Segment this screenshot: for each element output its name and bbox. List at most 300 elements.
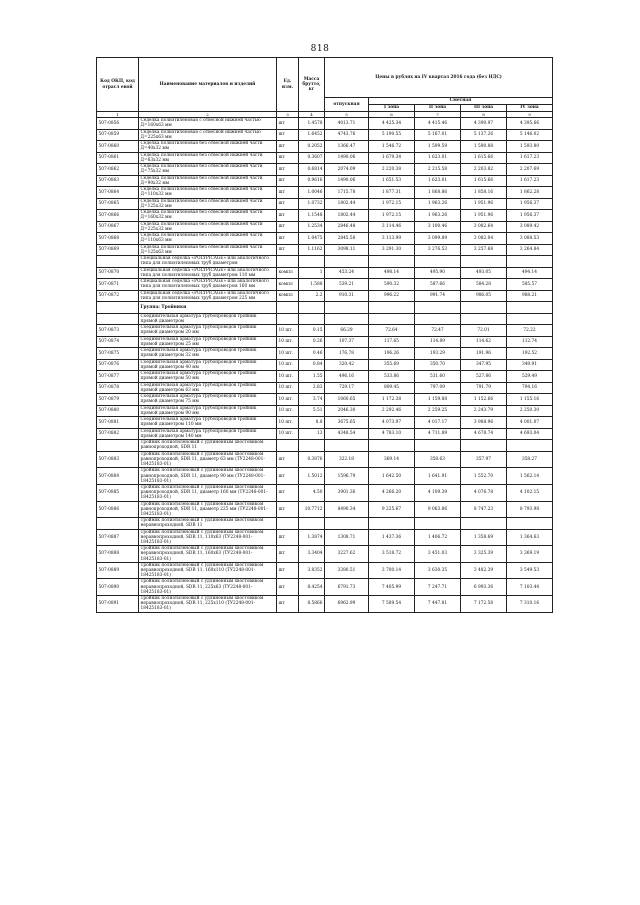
row-price-zone-4: [507, 256, 553, 268]
row-price-zone-4: [507, 518, 553, 530]
row-mass: 1.0046: [299, 187, 325, 199]
row-price-zone-3: 3 988.96: [461, 417, 507, 429]
row-code: 507-0888: [97, 546, 139, 563]
table-row: [97, 244, 553, 256]
row-unit: шт: [277, 562, 299, 579]
table-row: [97, 129, 553, 141]
table-row: [97, 405, 553, 417]
table-row: [97, 175, 553, 187]
row-name: Тройник полиэтиленовый с удлиненным хвостовиком неравнопроходной, SDR 11, 160х63 (ТУ2248-001-18425183-01): [139, 546, 277, 563]
row-price-zone-4: 1 862.28: [507, 187, 553, 199]
row-price-otpusknaya: 1490.06: [325, 175, 369, 187]
row-price-zone-2: 3 100.46: [415, 221, 461, 233]
row-price-zone-3: 1 590.88: [461, 141, 507, 153]
row-code: 507-0875: [97, 348, 139, 360]
row-price-zone-1: 533.86: [369, 371, 415, 383]
row-name: Специальная седелка «POLYPICAGE» или аналогичного типа для полиэтиленовых труб диаметром 225 мм: [139, 290, 277, 302]
col-number: 6: [369, 112, 415, 118]
row-mass: [299, 256, 325, 268]
row-name: Тройник полиэтиленовый с удлиненным хвостовиком неравнопроходной, SDR 11, 110х63 (ТУ2248-001-18425183-01): [139, 529, 277, 546]
table-row: [97, 141, 553, 153]
row-price-zone-2: 1 868.86: [415, 187, 461, 199]
row-price-zone-4: 1 562.14: [507, 468, 553, 485]
table-row: [97, 484, 553, 501]
row-mass: [299, 313, 325, 325]
row-price-otpusknaya: 2074.09: [325, 164, 369, 176]
row-price-zone-2: 2 259.25: [415, 405, 461, 417]
row-price-zone-1: [369, 313, 415, 325]
row-price-zone-3: 6 993.36: [461, 579, 507, 596]
row-price-zone-2: 1 406.72: [415, 529, 461, 546]
row-price-zone-1: 1 651.53: [369, 175, 415, 187]
table-row: [97, 382, 553, 394]
row-code: [97, 518, 139, 530]
row-name: Соединительная арматура трубопроводов тройник прямой диаметром 140 мм: [139, 428, 277, 440]
row-price-zone-3: 347.95: [461, 359, 507, 371]
row-unit: 10 шт.: [277, 382, 299, 394]
row-name: Тройник полиэтиленовый с удлиненным хвостовиком неравнопроходной, SDR 11, 160х110 (ТУ2248-001-18425183-01): [139, 562, 277, 579]
row-price-zone-4: 2 207.69: [507, 164, 553, 176]
row-price-zone-1: [369, 440, 415, 452]
row-mass: 0.46: [299, 348, 325, 360]
row-price-zone-4: 3 088.53: [507, 233, 553, 245]
row-code: 507-0890: [97, 579, 139, 596]
row-code: 507-0883: [97, 451, 139, 468]
row-price-zone-4: [507, 302, 553, 314]
row-unit: компл: [277, 267, 299, 279]
row-price-zone-3: 2 243.79: [461, 405, 507, 417]
table-row: [97, 313, 553, 325]
row-price-zone-1: 117.65: [369, 336, 415, 348]
row-mass: 1.0732: [299, 198, 325, 210]
row-code: 507-0881: [97, 417, 139, 429]
row-unit: [277, 518, 299, 530]
row-price-zone-4: 8 793.98: [507, 501, 553, 518]
row-price-zone-1: 3 114.46: [369, 221, 415, 233]
row-price-otpusknaya: 1366.47: [325, 141, 369, 153]
table-row: [97, 290, 553, 302]
header-prices-title: Цены в рублях на IV квартал 2016 года (без НДС): [325, 58, 553, 98]
row-mass: 0.3607: [299, 152, 325, 164]
row-price-zone-1: 3 113.99: [369, 233, 415, 245]
row-code: 507-0884: [97, 468, 139, 485]
row-price-zone-2: 5 167.01: [415, 129, 461, 141]
table-row: [97, 221, 553, 233]
row-price-zone-4: 1 956.37: [507, 198, 553, 210]
row-price-zone-4: 1 617.23: [507, 175, 553, 187]
row-mass: 1.4578: [299, 118, 325, 130]
row-price-zone-2: 1 599.59: [415, 141, 461, 153]
row-unit: шт: [277, 579, 299, 596]
row-name: Тройник полиэтиленовый с удлиненным хвостовиком неравнопроходной, SDR 11, 225х63 (ТУ2248-001-18425183-01): [139, 579, 277, 596]
table-row: [97, 267, 553, 279]
row-price-zone-2: 587.66: [415, 279, 461, 291]
table-row: [97, 152, 553, 164]
table-row: [97, 518, 553, 530]
row-unit: шт: [277, 501, 299, 518]
row-price-zone-1: 369.14: [369, 451, 415, 468]
row-mass: 4.50: [299, 484, 325, 501]
row-price-otpusknaya: 4348.54: [325, 428, 369, 440]
row-mass: 8.4254: [299, 579, 325, 596]
table-row: [97, 187, 553, 199]
table-row: [97, 579, 553, 596]
row-price-zone-2: 1 963.26: [415, 198, 461, 210]
row-code: 507-0866: [97, 210, 139, 222]
row-price-zone-2: [415, 302, 461, 314]
row-code: 507-0872: [97, 290, 139, 302]
row-price-zone-2: 3 451.03: [415, 546, 461, 563]
row-price-zone-2: 193.29: [415, 348, 461, 360]
row-name: Специальная седелка «POLYPICAGE» или аналогичного типа для полиэтиленовых труб диаметром 110 мм: [139, 267, 277, 279]
row-code: 507-0876: [97, 359, 139, 371]
row-price-zone-3: 791.79: [461, 382, 507, 394]
row-mass: 8.8: [299, 417, 325, 429]
header-code: Код ОКП, код отрасл евой: [97, 58, 139, 112]
table-row: [97, 501, 553, 518]
row-price-zone-1: 4 425.34: [369, 118, 415, 130]
row-name: Тройник полиэтиленовый с удлиненным хвостовиком равнопроходной, SDR 11, диаметр 90 мм (ТУ2248-001-18425183-01): [139, 468, 277, 485]
table-row: [97, 210, 553, 222]
row-unit: шт: [277, 187, 299, 199]
row-code: 507-0880: [97, 405, 139, 417]
row-price-otpusknaya: 2845.58: [325, 233, 369, 245]
row-unit: шт: [277, 152, 299, 164]
row-price-zone-4: 192.52: [507, 348, 553, 360]
table-row: [97, 394, 553, 406]
row-mass: 3.3404: [299, 546, 325, 563]
row-price-otpusknaya: [325, 518, 369, 530]
table-row: [97, 417, 553, 429]
row-price-zone-3: 1 951.96: [461, 210, 507, 222]
row-price-otpusknaya: 3675.65: [325, 417, 369, 429]
row-mass: [299, 518, 325, 530]
header-name: Наименование материалов и изделий: [139, 58, 277, 112]
row-name: Соединительная арматура трубопроводов тройник прямой диаметром 40 мм: [139, 359, 277, 371]
row-name: Седелка полиэтиленовая без отвесной нижней части Д=90х32 мм: [139, 175, 277, 187]
row-price-zone-3: 4 076.78: [461, 484, 507, 501]
row-price-zone-1: [369, 302, 415, 314]
table-row: [97, 562, 553, 579]
row-price-zone-1: 1 972.15: [369, 198, 415, 210]
row-price-zone-4: 4 395.66: [507, 118, 553, 130]
row-unit: 10 шт.: [277, 348, 299, 360]
row-price-zone-3: [461, 440, 507, 452]
row-code: 507-0871: [97, 279, 139, 291]
row-price-zone-3: [461, 302, 507, 314]
row-price-zone-4: 4 102.15: [507, 484, 553, 501]
row-unit: шт: [277, 164, 299, 176]
row-mass: 3.74: [299, 394, 325, 406]
row-price-otpusknaya: 1308.71: [325, 529, 369, 546]
row-price-otpusknaya: 1060.65: [325, 394, 369, 406]
row-price-zone-1: 3 291.30: [369, 244, 415, 256]
row-price-otpusknaya: 176.78: [325, 348, 369, 360]
header-zone-4: IV зона: [507, 105, 553, 112]
row-mass: 0.6814: [299, 164, 325, 176]
row-price-otpusknaya: 3227.62: [325, 546, 369, 563]
row-price-otpusknaya: 6791.73: [325, 579, 369, 596]
row-code: 507-0859: [97, 129, 139, 141]
row-unit: шт: [277, 210, 299, 222]
header-otpusknaya: отпускная: [325, 98, 369, 112]
row-price-zone-3: [461, 313, 507, 325]
row-unit: шт: [277, 118, 299, 130]
row-price-zone-3: 4 678.74: [461, 428, 507, 440]
row-code: 507-0865: [97, 198, 139, 210]
row-code: 507-0889: [97, 562, 139, 579]
table-row: [97, 348, 553, 360]
row-mass: 1.5012: [299, 468, 325, 485]
row-mass: 1.55: [299, 371, 325, 383]
row-name: Тройник полиэтиленовый с удлиненным хвостовиком равнопроходной, SDR 11, диаметр 63 мм (ТУ2248-001-18425183-01): [139, 451, 277, 468]
row-price-otpusknaya: 539.21: [325, 279, 369, 291]
row-price-zone-4: 3 369.19: [507, 546, 553, 563]
row-unit: 10 шт.: [277, 371, 299, 383]
row-code: 507-0873: [97, 325, 139, 337]
row-price-zone-1: 1 679.34: [369, 152, 415, 164]
row-price-zone-1: 1 546.72: [369, 141, 415, 153]
row-code: 507-0864: [97, 187, 139, 199]
col-number: 5: [325, 112, 369, 118]
row-price-otpusknaya: [325, 313, 369, 325]
table-row: [97, 451, 553, 468]
row-price-zone-1: 498.14: [369, 267, 415, 279]
row-unit: шт: [277, 529, 299, 546]
row-price-zone-2: 7 247.71: [415, 579, 461, 596]
row-code: 507-0878: [97, 382, 139, 394]
row-name: Седелка полиэтиленовая без отвесной нижней части Д=125х32 мм: [139, 198, 277, 210]
row-price-zone-4: 4 001.07: [507, 417, 553, 429]
row-unit: шт: [277, 175, 299, 187]
row-price-zone-3: 2 203.82: [461, 164, 507, 176]
row-code: 507-0886: [97, 501, 139, 518]
row-price-zone-2: [415, 440, 461, 452]
row-code: 507-0879: [97, 394, 139, 406]
row-name: Соединительная арматура трубопроводов тройник прямой диаметром 90 мм: [139, 405, 277, 417]
row-code: 507-0860: [97, 141, 139, 153]
row-price-zone-2: [415, 518, 461, 530]
row-name: Тройник полиэтиленовый с удлиненным хвостовиком равнопроходной, SDR 11, диаметр 160 мм (ТУ2248-001-18425183-01): [139, 484, 277, 501]
row-price-zone-2: [415, 256, 461, 268]
row-price-zone-4: 358.27: [507, 451, 553, 468]
col-number: 2: [139, 112, 277, 118]
row-price-zone-1: 4 266.20: [369, 484, 415, 501]
row-price-zone-3: 1 552.70: [461, 468, 507, 485]
row-unit: [277, 256, 299, 268]
row-price-zone-2: 3 276.53: [415, 244, 461, 256]
row-price-zone-4: 349.91: [507, 359, 553, 371]
row-mass: 0.2052: [299, 141, 325, 153]
row-name: Седелка полиэтиленовая без отвесной нижней части Д=110х32 мм: [139, 187, 277, 199]
row-price-zone-2: 1 623.01: [415, 175, 461, 187]
row-name: Соединительная арматура трубопроводов тройник прямой диаметром: [139, 313, 277, 325]
row-mass: 1.1548: [299, 210, 325, 222]
col-number: 8: [461, 112, 507, 118]
row-price-zone-4: 7 310.16: [507, 596, 553, 613]
row-mass: [299, 440, 325, 452]
row-price-zone-3: 357.97: [461, 451, 507, 468]
row-unit: шт: [277, 198, 299, 210]
row-mass: 0.26: [299, 336, 325, 348]
row-mass: 2.83: [299, 382, 325, 394]
row-price-otpusknaya: 322.18: [325, 451, 369, 468]
row-name: Седелка полиэтиленовая без отвесной нижней части Д=75х32 мм: [139, 164, 277, 176]
row-price-zone-2: 531.60: [415, 371, 461, 383]
row-price-zone-1: 7 589.54: [369, 596, 415, 613]
row-mass: [299, 302, 325, 314]
row-unit: шт: [277, 451, 299, 468]
row-price-zone-3: 3 482.39: [461, 562, 507, 579]
row-price-zone-2: 4 415.46: [415, 118, 461, 130]
row-code: 507-0863: [97, 175, 139, 187]
row-price-zone-3: [461, 518, 507, 530]
row-name: Седелка полиэтиленовая без отвесной нижней части Д=63х32 мм: [139, 152, 277, 164]
row-price-zone-2: 350.70: [415, 359, 461, 371]
row-code: 507-0887: [97, 529, 139, 546]
row-price-otpusknaya: [325, 440, 369, 452]
row-mass: 0.15: [299, 325, 325, 337]
col-number: 7: [415, 112, 461, 118]
col-number: 1: [97, 112, 139, 118]
row-price-otpusknaya: 107.37: [325, 336, 369, 348]
row-price-otpusknaya: 1596.79: [325, 468, 369, 485]
row-name: Соединительная арматура трубопроводов тройник прямой диаметром 25 мм: [139, 336, 277, 348]
row-code: 507-0885: [97, 484, 139, 501]
row-price-zone-2: 114.89: [415, 336, 461, 348]
header-zone-2: II зона: [415, 105, 461, 112]
row-mass: 1: [299, 267, 325, 279]
header-unit: Ед. изм.: [277, 58, 299, 112]
row-mass: 0.84: [299, 359, 325, 371]
row-price-zone-3: 1 951.96: [461, 198, 507, 210]
row-price-otpusknaya: 3380.51: [325, 562, 369, 579]
row-price-zone-1: 196.26: [369, 348, 415, 360]
row-price-zone-1: 809.45: [369, 382, 415, 394]
row-price-zone-3: 8 747.23: [461, 501, 507, 518]
row-price-otpusknaya: 1490.06: [325, 152, 369, 164]
row-price-zone-3: 1 152.66: [461, 394, 507, 406]
table-row: [97, 256, 553, 268]
table-row: [97, 302, 553, 314]
row-price-otpusknaya: [325, 302, 369, 314]
row-name: Тройник полиэтиленовый с удлиненным хвостовиком неравнопроходной, SDR 11, 225х110 (ТУ2248-001-18425183-01): [139, 596, 277, 613]
row-price-otpusknaya: 496.16: [325, 371, 369, 383]
row-name: Группа: Тройники: [139, 302, 277, 314]
table-row: [97, 359, 553, 371]
row-price-otpusknaya: 2846.48: [325, 221, 369, 233]
row-mass: 8.5866: [299, 596, 325, 613]
row-price-zone-1: 1 172.38: [369, 394, 415, 406]
row-mass: 1.588: [299, 279, 325, 291]
row-price-zone-3: 3 325.39: [461, 546, 507, 563]
row-code: 507-0861: [97, 152, 139, 164]
row-name: Соединительная арматура трубопроводов тройник прямой диаметром 63 мм: [139, 382, 277, 394]
row-price-zone-2: 9 063.86: [415, 501, 461, 518]
row-price-zone-2: 797.09: [415, 382, 461, 394]
row-price-zone-2: 4 017.17: [415, 417, 461, 429]
row-unit: шт: [277, 468, 299, 485]
row-price-zone-1: 2 292.46: [369, 405, 415, 417]
row-price-otpusknaya: 1715.78: [325, 187, 369, 199]
page-number: 818: [310, 44, 330, 54]
row-unit: шт: [277, 596, 299, 613]
row-price-zone-1: 996.22: [369, 290, 415, 302]
row-price-zone-4: 585.57: [507, 279, 553, 291]
row-price-zone-3: [461, 256, 507, 268]
row-price-zone-2: 4 109.39: [415, 484, 461, 501]
row-price-otpusknaya: 8490.34: [325, 501, 369, 518]
table-row: [97, 440, 553, 452]
row-price-zone-2: 2 215.58: [415, 164, 461, 176]
table-row: [97, 164, 553, 176]
row-price-zone-2: 495.90: [415, 267, 461, 279]
row-price-otpusknaya: 1802.44: [325, 210, 369, 222]
row-mass: 3.8352: [299, 562, 325, 579]
row-price-zone-1: 3 700.14: [369, 562, 415, 579]
row-code: 507-0891: [97, 596, 139, 613]
row-price-zone-3: 72.01: [461, 325, 507, 337]
table-row: [97, 198, 553, 210]
row-price-zone-3: 527.86: [461, 371, 507, 383]
row-mass: 1.0475: [299, 233, 325, 245]
row-name: Седелка полиэтиленовая без отвесной нижней части Д=125х63 мм: [139, 244, 277, 256]
price-table: [96, 57, 553, 613]
row-price-otpusknaya: [325, 256, 369, 268]
row-price-zone-1: 1 642.50: [369, 468, 415, 485]
row-name: Седелка полиэтиленовая с отвесной нижней частью Д=225х63 мм: [139, 129, 277, 141]
row-unit: шт: [277, 233, 299, 245]
row-mass: 1.3874: [299, 529, 325, 546]
row-price-zone-3: 1 615.66: [461, 175, 507, 187]
row-code: 507-0882: [97, 428, 139, 440]
row-price-zone-3: 191.96: [461, 348, 507, 360]
row-mass: 1.1162: [299, 244, 325, 256]
row-price-zone-1: 1 877.31: [369, 187, 415, 199]
row-price-zone-4: 1 364.63: [507, 529, 553, 546]
row-price-zone-4: 494.14: [507, 267, 553, 279]
row-price-otpusknaya: 453.24: [325, 267, 369, 279]
table-row: [97, 468, 553, 485]
row-name: Специальная седелка «POLYPICAGE» или аналогичного типа для полиэтиленовых труб диаметром 160 мм: [139, 279, 277, 291]
row-price-zone-4: [507, 440, 553, 452]
table-row: [97, 428, 553, 440]
row-price-zone-3: 7 172.58: [461, 596, 507, 613]
row-price-zone-3: 3 082.04: [461, 233, 507, 245]
row-price-zone-1: 4 783.10: [369, 428, 415, 440]
row-price-zone-2: 991.74: [415, 290, 461, 302]
row-price-otpusknaya: 4743.76: [325, 129, 369, 141]
row-price-zone-1: 9 225.67: [369, 501, 415, 518]
table-row: [97, 325, 553, 337]
row-mass: 2.2: [299, 290, 325, 302]
row-unit: шт: [277, 484, 299, 501]
row-price-zone-3: 1 615.66: [461, 152, 507, 164]
row-price-otpusknaya: 1802.44: [325, 198, 369, 210]
row-price-otpusknaya: 4013.71: [325, 118, 369, 130]
row-name: Седелка полиэтиленовая без отвесной нижней части Д=110х63 мм: [139, 233, 277, 245]
row-unit: шт: [277, 244, 299, 256]
row-price-zone-4: 3 089.42: [507, 221, 553, 233]
row-price-zone-1: 355.69: [369, 359, 415, 371]
row-price-otpusknaya: 910.31: [325, 290, 369, 302]
row-price-zone-4: 529.49: [507, 371, 553, 383]
row-unit: шт: [277, 141, 299, 153]
row-price-zone-2: 3 630.35: [415, 562, 461, 579]
row-code: [97, 313, 139, 325]
row-name: Соединительная арматура трубопроводов тройник прямой диаметром 32 мм: [139, 348, 277, 360]
row-price-otpusknaya: 66.29: [325, 325, 369, 337]
